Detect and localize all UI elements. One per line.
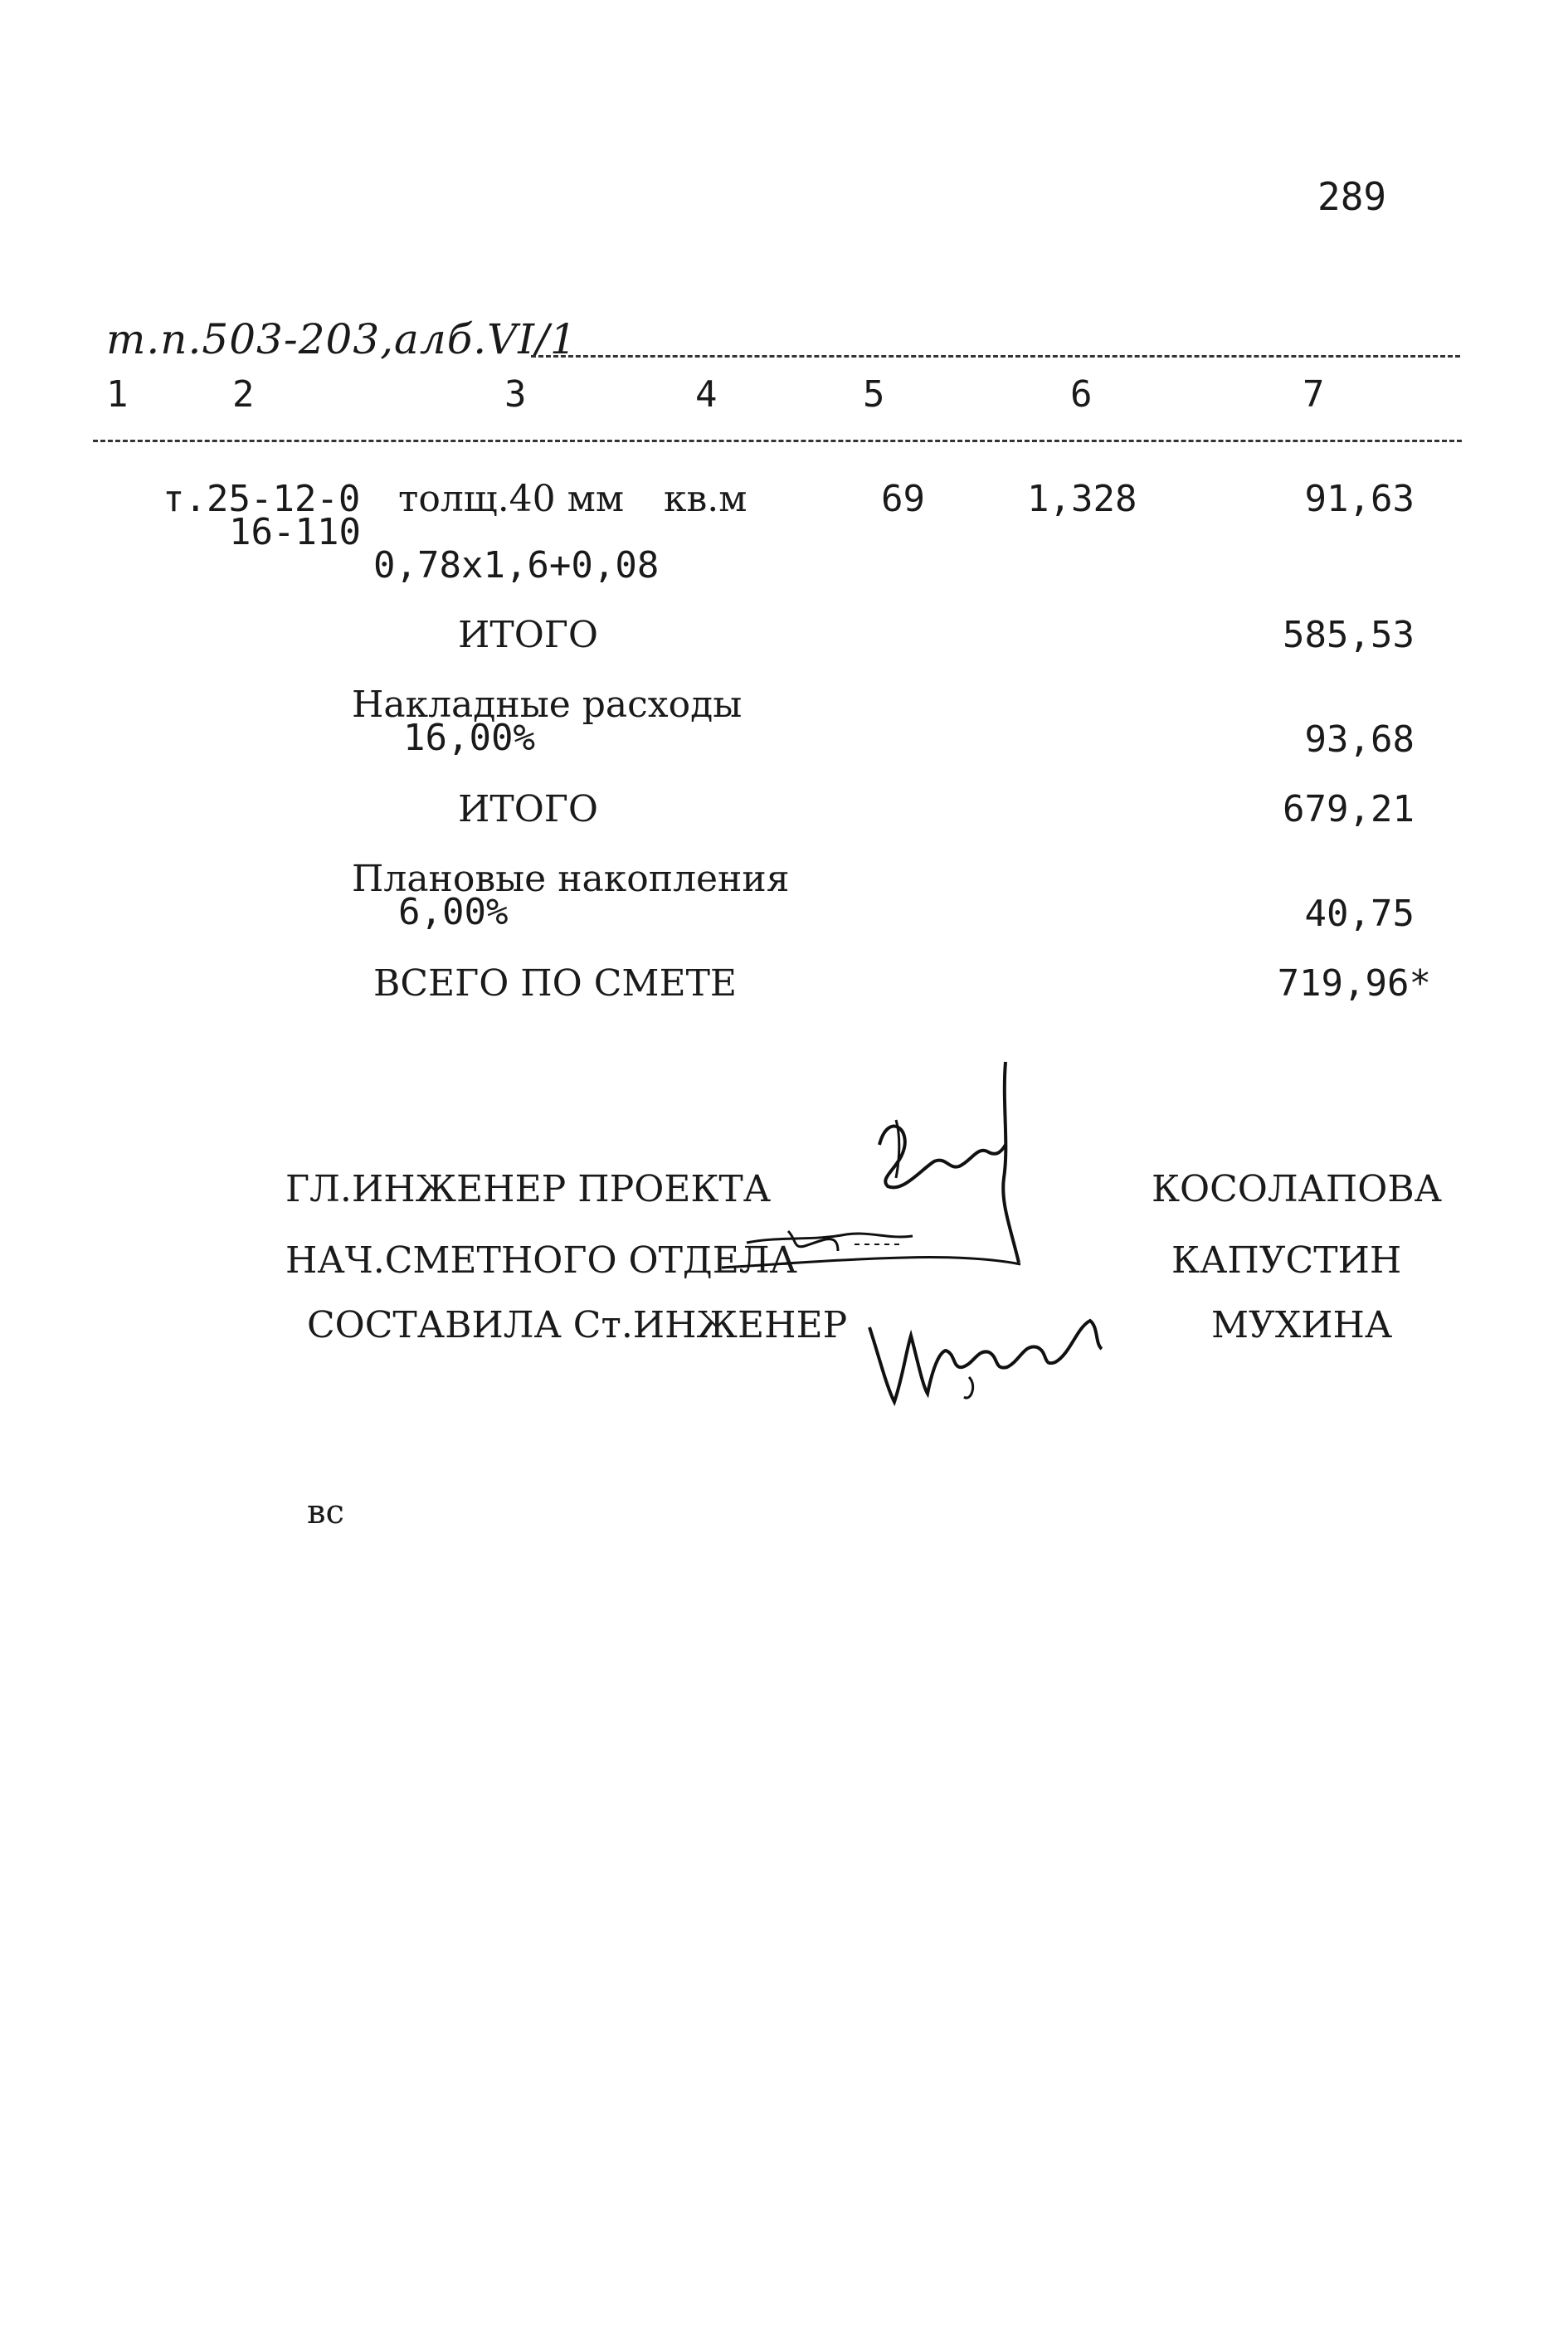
column-number-5: 5 (863, 373, 885, 416)
header-top-rule (531, 355, 1460, 358)
header-bottom-rule (93, 440, 1462, 442)
summary-label-grand-total: ВСЕГО ПО СМЕТЕ (373, 962, 738, 1005)
signature-name-chief-engineer: КОСОЛАПОВА (1152, 1168, 1443, 1210)
row-total: 91,63 (1304, 478, 1415, 520)
row-code-sub: 16-110 (229, 511, 361, 553)
footer-initials: вс (307, 1493, 344, 1531)
row-quantity: 69 (881, 478, 925, 520)
summary-label-subtotal: ИТОГО (458, 614, 598, 656)
handwritten-signature-mukhina (853, 1278, 1118, 1410)
summary-value-subtotal-2: 679,21 (1283, 788, 1415, 830)
summary-value-planned-savings: 40,75 (1304, 893, 1415, 935)
row-description-formula: 0,78х1,6+0,08 (373, 544, 660, 587)
row-price: 1,328 (1027, 478, 1137, 520)
column-number-6: 6 (1070, 373, 1093, 416)
column-number-4: 4 (695, 373, 718, 416)
summary-rate-planned-savings: 6,00% (398, 891, 509, 933)
summary-label-overhead: Накладные расходы (352, 684, 743, 726)
column-number-7: 7 (1303, 373, 1325, 416)
signature-name-compiler: МУХИНА (1211, 1304, 1393, 1346)
summary-rate-overhead: 16,00% (403, 717, 535, 759)
summary-label-planned-savings: Плановые накопления (352, 858, 790, 900)
column-number-3: 3 (504, 373, 527, 416)
signature-name-estimate-head: КАПУСТИН (1171, 1239, 1402, 1282)
column-number-1: 1 (106, 373, 129, 416)
signature-role-compiler: СОСТАВИЛА Ст.ИНЖЕНЕР (307, 1304, 848, 1346)
column-number-2: 2 (232, 373, 255, 416)
handwritten-signature-kapustin (713, 1211, 1029, 1286)
project-reference: т.п.503-203,алб.VI/1 (106, 315, 577, 363)
summary-value-overhead: 93,68 (1304, 718, 1415, 761)
row-code: т.25-12-0 (163, 478, 361, 520)
summary-label-subtotal-2: ИТОГО (458, 788, 598, 830)
summary-value-subtotal: 585,53 (1283, 614, 1415, 656)
signature-role-estimate-head: НАЧ.СМЕТНОГО ОТДЕЛА (285, 1239, 797, 1282)
row-unit: кв.м (664, 478, 747, 520)
page-number: 289 (1317, 174, 1387, 219)
row-description: толщ.40 мм (398, 478, 625, 520)
summary-value-grand-total: 719,96* (1277, 962, 1431, 1005)
signature-role-chief-engineer: ГЛ.ИНЖЕНЕР ПРОЕКТА (285, 1168, 772, 1210)
